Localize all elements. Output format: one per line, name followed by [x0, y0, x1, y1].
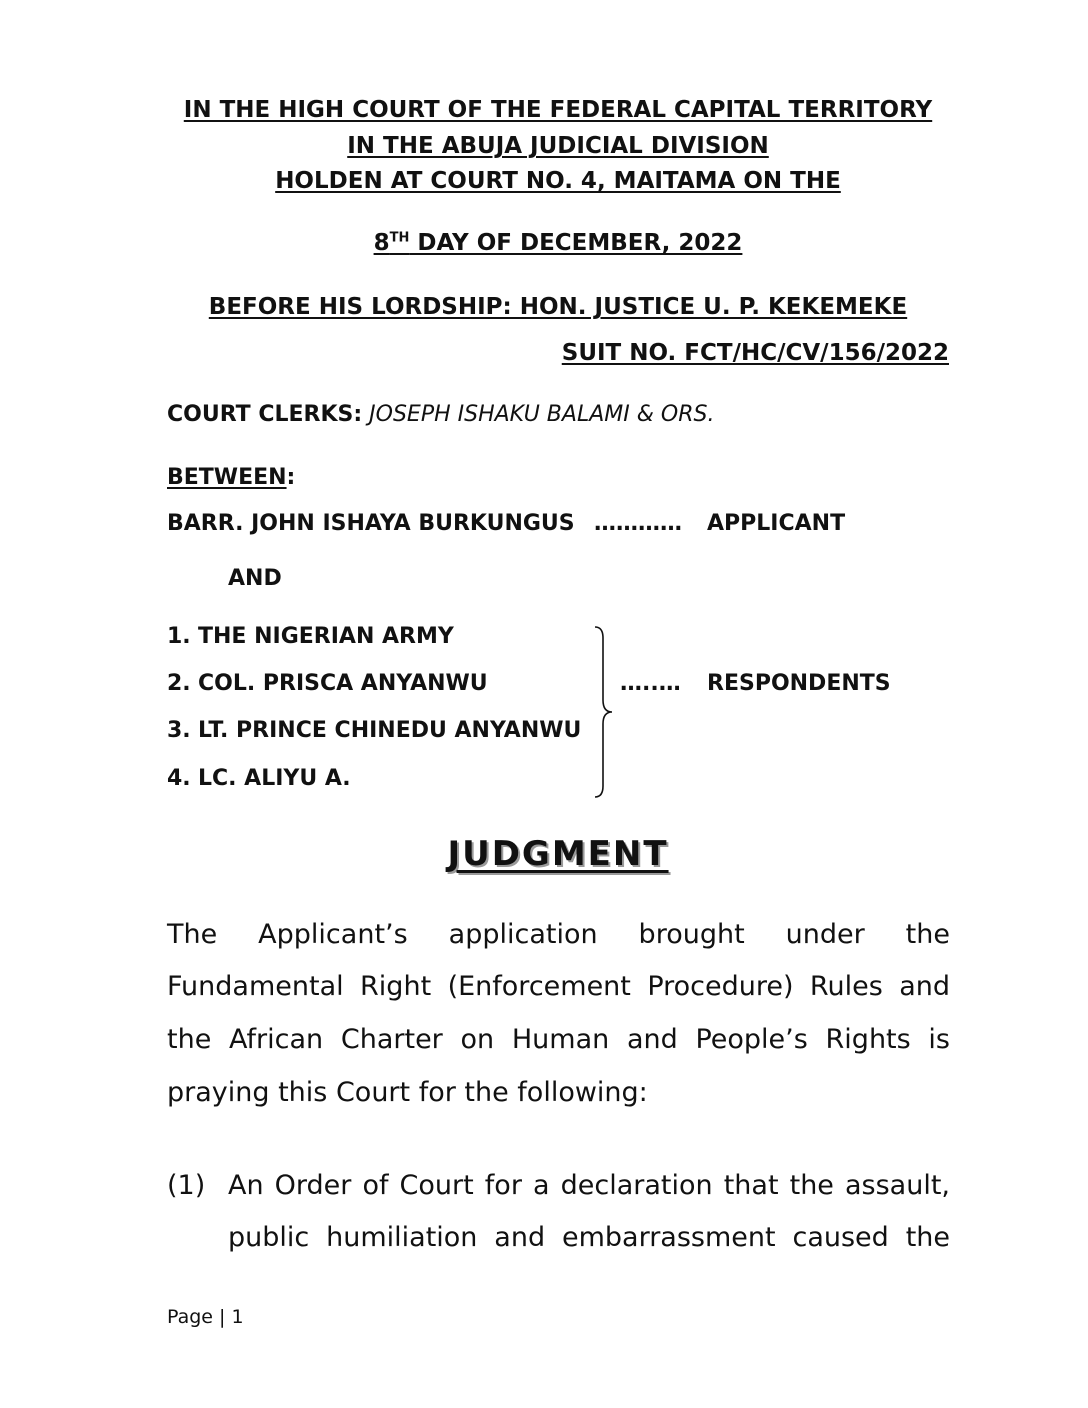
court-clerks-names: JOSEPH ISHAKU BALAMI & ORS. — [369, 402, 715, 427]
right-brace-icon — [594, 626, 618, 798]
body-line: the African Charter on Human and People’s Rights is — [167, 1024, 950, 1055]
date-rest: DAY OF DECEMBER, 2022 — [409, 230, 743, 256]
applicant-dots: ………… — [594, 511, 682, 536]
respondent-number: 4. — [167, 766, 191, 791]
respondents-role: RESPONDENTS — [707, 671, 891, 696]
list-item-line: public humiliation and embarrassment caused the — [228, 1222, 950, 1253]
page-number: Page | 1 — [167, 1306, 244, 1328]
respondent-name: THE NIGERIAN ARMY — [198, 624, 454, 649]
body-line: The Applicant’s application brought under the — [167, 919, 950, 950]
judgment-title: JUDGMENT — [447, 834, 669, 874]
applicant-role: APPLICANT — [707, 511, 846, 536]
holden-at: HOLDEN AT COURT NO. 4, MAITAMA ON THE — [275, 168, 841, 194]
court-clerks-label: COURT CLERKS: — [167, 402, 363, 427]
list-item-number: (1) — [167, 1170, 206, 1201]
respondent-item — [167, 718, 581, 743]
respondent-item — [167, 766, 351, 791]
between-heading — [167, 465, 295, 490]
before-judge: BEFORE HIS LORDSHIP: HON. JUSTICE U. P. KEKEMEKE — [208, 294, 908, 320]
respondent-name: COL. PRISCA ANYANWU — [198, 671, 488, 696]
judgment-date — [0, 230, 1088, 256]
respondent-number: 2. — [167, 671, 191, 696]
date-suffix: TH — [389, 230, 410, 246]
body-line: Fundamental Right (Enforcement Procedure) Rules and — [167, 971, 950, 1002]
respondent-item — [167, 624, 454, 649]
judicial-division: IN THE ABUJA JUDICIAL DIVISION — [347, 133, 769, 159]
date-day: 8 — [373, 230, 390, 256]
between-colon: : — [286, 465, 296, 490]
applicant-name: BARR. JOHN ISHAYA BURKUNGUS — [167, 511, 575, 536]
between-label: BETWEEN — [167, 465, 287, 490]
respondents-dots: …..… — [620, 671, 681, 696]
respondent-number: 3. — [167, 718, 191, 743]
respondent-number: 1. — [167, 624, 191, 649]
respondent-name: LC. ALIYU A. — [198, 766, 351, 791]
respondent-name: LT. PRINCE CHINEDU ANYANWU — [198, 718, 582, 743]
list-item-line: An Order of Court for a declaration that the assault, — [228, 1170, 950, 1201]
respondent-item — [167, 671, 488, 696]
body-line: praying this Court for the following: — [167, 1077, 648, 1108]
suit-number: SUIT NO. FCT/HC/CV/156/2022 — [561, 340, 949, 366]
and-label: AND — [228, 566, 282, 591]
court-name: IN THE HIGH COURT OF THE FEDERAL CAPITAL TERRITORY — [183, 97, 933, 123]
court-clerks — [167, 402, 714, 427]
